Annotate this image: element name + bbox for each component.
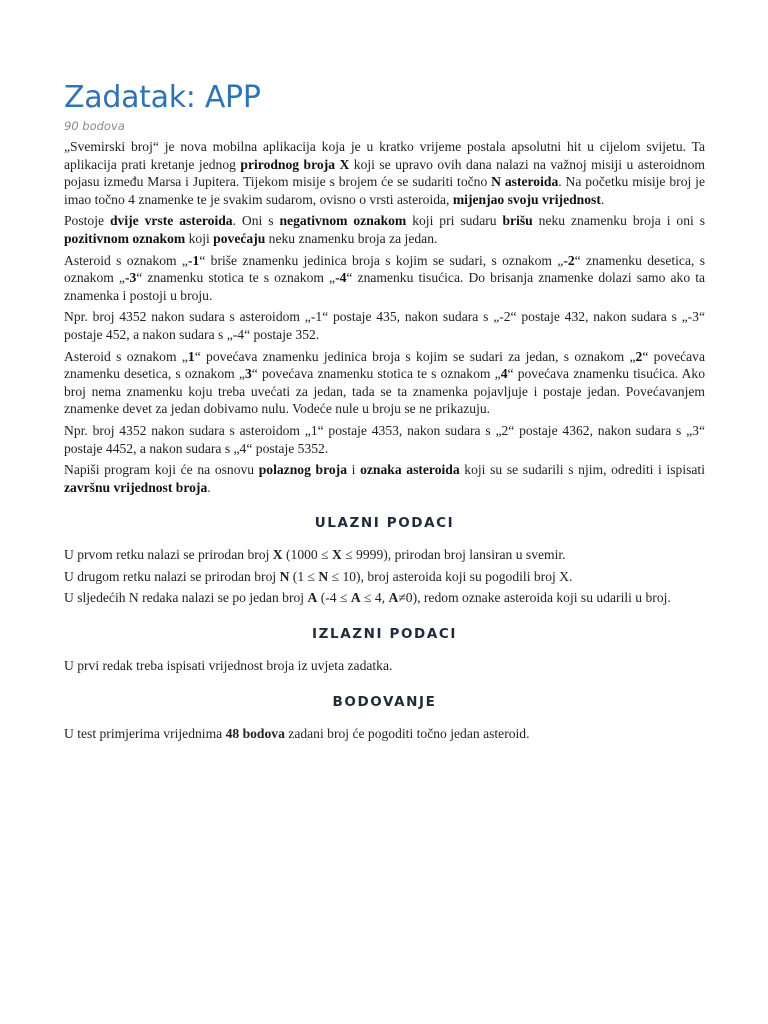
text-run: . Oni s	[232, 213, 280, 229]
bold-text-run: X	[331, 547, 342, 563]
bold-text-run: 3	[244, 366, 252, 382]
text-run: “ povećava znamenku jedinica broja s kojim se sudari za jedan, s oznakom „	[194, 348, 636, 364]
text-run: „Svemirski broj“ je nova mobilna aplikacija koja je u kratko vrijeme postala apsolutni hit u cijelom svijetu. Ta aplikacija prati kretanje jednog	[64, 139, 705, 172]
bold-text-run: -1	[187, 252, 200, 268]
text-run: koji	[185, 230, 214, 246]
bold-text-run: negativnom oznakom	[279, 213, 407, 229]
text-run: koji pri sudaru	[406, 213, 503, 229]
text-run: (1000 ≤	[282, 547, 332, 563]
text-run: ≤ 9999), prirodan broj lansiran u svemir.	[341, 547, 566, 563]
text-run: “ znamenku tisućica. Do brisanja znamenke dolazi samo ako ta znamenka i postoji u broju.	[64, 270, 706, 303]
text-run: Npr. broj 4352 nakon sudara s asteroidom „-1“ postaje 435, nakon sudara s „-2“ postaje 432, nakon sudara s „-3“ postaje 452, a nakon sudara s „-4“ postaje 352.	[64, 309, 705, 342]
bold-text-run: povećaju	[213, 230, 266, 246]
input-line-3	[64, 589, 705, 607]
output-line-1	[64, 657, 705, 675]
bold-text-run: dvije vrste asteroida	[109, 213, 233, 229]
text-run: (1 ≤	[289, 568, 319, 584]
input-line-2	[64, 568, 705, 586]
bold-text-run: mijenjao svoju vrijednost	[452, 191, 601, 207]
bold-text-run: 2	[635, 348, 643, 364]
bold-text-run: 1	[187, 348, 195, 364]
bold-text-run: X	[272, 547, 283, 563]
bold-text-run: N	[279, 568, 290, 584]
scoring-heading: BODOVANJE	[332, 693, 437, 710]
text-run: ≤ 4,	[360, 590, 389, 606]
bold-text-run: -2	[563, 252, 575, 268]
intro-paragraph-4	[64, 308, 705, 343]
input-heading: ULAZNI PODACI	[314, 515, 455, 532]
text-run: neku znamenku broja i oni s	[532, 213, 705, 229]
text-run: (-4 ≤	[317, 590, 351, 606]
bold-text-run: A	[307, 590, 318, 606]
bold-text-run: prirodnog broja X	[240, 156, 350, 172]
text-run: “ povećava znamenku desetica, s oznakom „	[64, 348, 705, 382]
bold-text-run: polaznog broja	[258, 462, 347, 478]
task-points: 90 bodova	[64, 119, 125, 133]
text-run: .	[600, 191, 605, 207]
intro-paragraph-7	[64, 461, 705, 496]
bold-text-run: 48 bodova	[225, 725, 285, 741]
text-run: “ briše znamenku jedinica broja s kojim se sudari, s oznakom „	[199, 252, 564, 268]
bold-text-run: A	[350, 590, 361, 606]
task-document	[64, 80, 705, 746]
bold-text-run: završnu vrijednost broja	[64, 479, 208, 495]
intro-paragraph-5	[64, 348, 705, 418]
text-run: i	[347, 462, 361, 478]
bold-text-run: A	[388, 590, 399, 606]
text-run: Postoje	[64, 213, 110, 229]
text-run: “ povećava znamenku tisućica. Ako broj nema znamenku koju treba uvećati za jedan, tada se ta znamenka pojavljuje i postaje jedan. Povećavanjem znamenke devet za jedan dobivamo nulu. Vodeće nule u broju se ne prikazuju.	[64, 366, 706, 417]
text-run: “ znamenku desetica, s oznakom „	[64, 252, 706, 286]
bold-text-run: -3	[124, 270, 137, 286]
text-run: U drugom retku nalazi se prirodan broj	[64, 568, 280, 584]
text-run: ≠0), redom oznake asteroida koji su udarili u broj.	[398, 590, 671, 606]
text-run: U test primjerima vrijednima	[64, 725, 226, 741]
scoring-line-1	[64, 725, 705, 743]
bold-text-run: pozitivnom oznakom	[64, 230, 186, 246]
text-run: koji se upravo ovih dana nalazi na važnoj misiji u asteroidnom pojasu između Marsa i Jupitera. Tijekom misije s brojem će se sudariti točno	[64, 156, 705, 190]
text-run: Napiši program koji će na osnovu	[64, 462, 259, 478]
text-run: . Na početku misije broj je imao točno 4 znamenke te je svakim sudarom, ovisno o vrsti asteroida,	[64, 174, 705, 207]
intro-paragraph-6	[64, 422, 705, 457]
bold-text-run: N	[318, 568, 329, 584]
text-run: Asteroid s oznakom „	[64, 348, 188, 364]
text-run: “ povećava znamenku stotica te s oznakom „	[251, 366, 501, 382]
bold-text-run: N asteroida	[491, 174, 559, 190]
bold-text-run: oznaka asteroida	[360, 462, 460, 478]
intro-paragraph-2	[64, 212, 705, 247]
bold-text-run: 4	[500, 366, 508, 382]
text-run: neku znamenku broja za jedan.	[265, 230, 438, 246]
bold-text-run: brišu	[502, 213, 533, 229]
text-run: U prvom retku nalazi se prirodan broj	[64, 547, 273, 563]
text-run: “ znamenku stotica te s oznakom „	[136, 270, 336, 286]
intro-paragraph-3	[64, 252, 705, 305]
input-line-1	[64, 546, 705, 564]
task-title: Zadatak: APP	[64, 80, 261, 115]
text-run: ≤ 10), broj asteroida koji su pogodili broj X.	[328, 568, 573, 584]
text-run: U sljedećih N redaka nalazi se po jedan broj	[64, 590, 308, 606]
intro-paragraph-1	[64, 138, 705, 208]
bold-text-run: -4	[335, 270, 347, 286]
text-run: koji su se sudarili s njim, odrediti i ispisati	[459, 462, 705, 478]
text-run: Asteroid s oznakom „	[64, 252, 188, 268]
text-run: .	[207, 479, 211, 495]
text-run: U prvi redak treba ispisati vrijednost broja iz uvjeta zadatka.	[64, 658, 393, 674]
text-run: zadani broj će pogoditi točno jedan asteroid.	[284, 725, 530, 741]
output-heading: IZLAZNI PODACI	[311, 626, 458, 643]
text-run: Npr. broj 4352 nakon sudara s asteroidom „1“ postaje 4353, nakon sudara s „2“ postaje 4362, nakon sudara s „3“ postaje 4452, a nakon sudara s „4“ postaje 5352.	[64, 422, 705, 456]
